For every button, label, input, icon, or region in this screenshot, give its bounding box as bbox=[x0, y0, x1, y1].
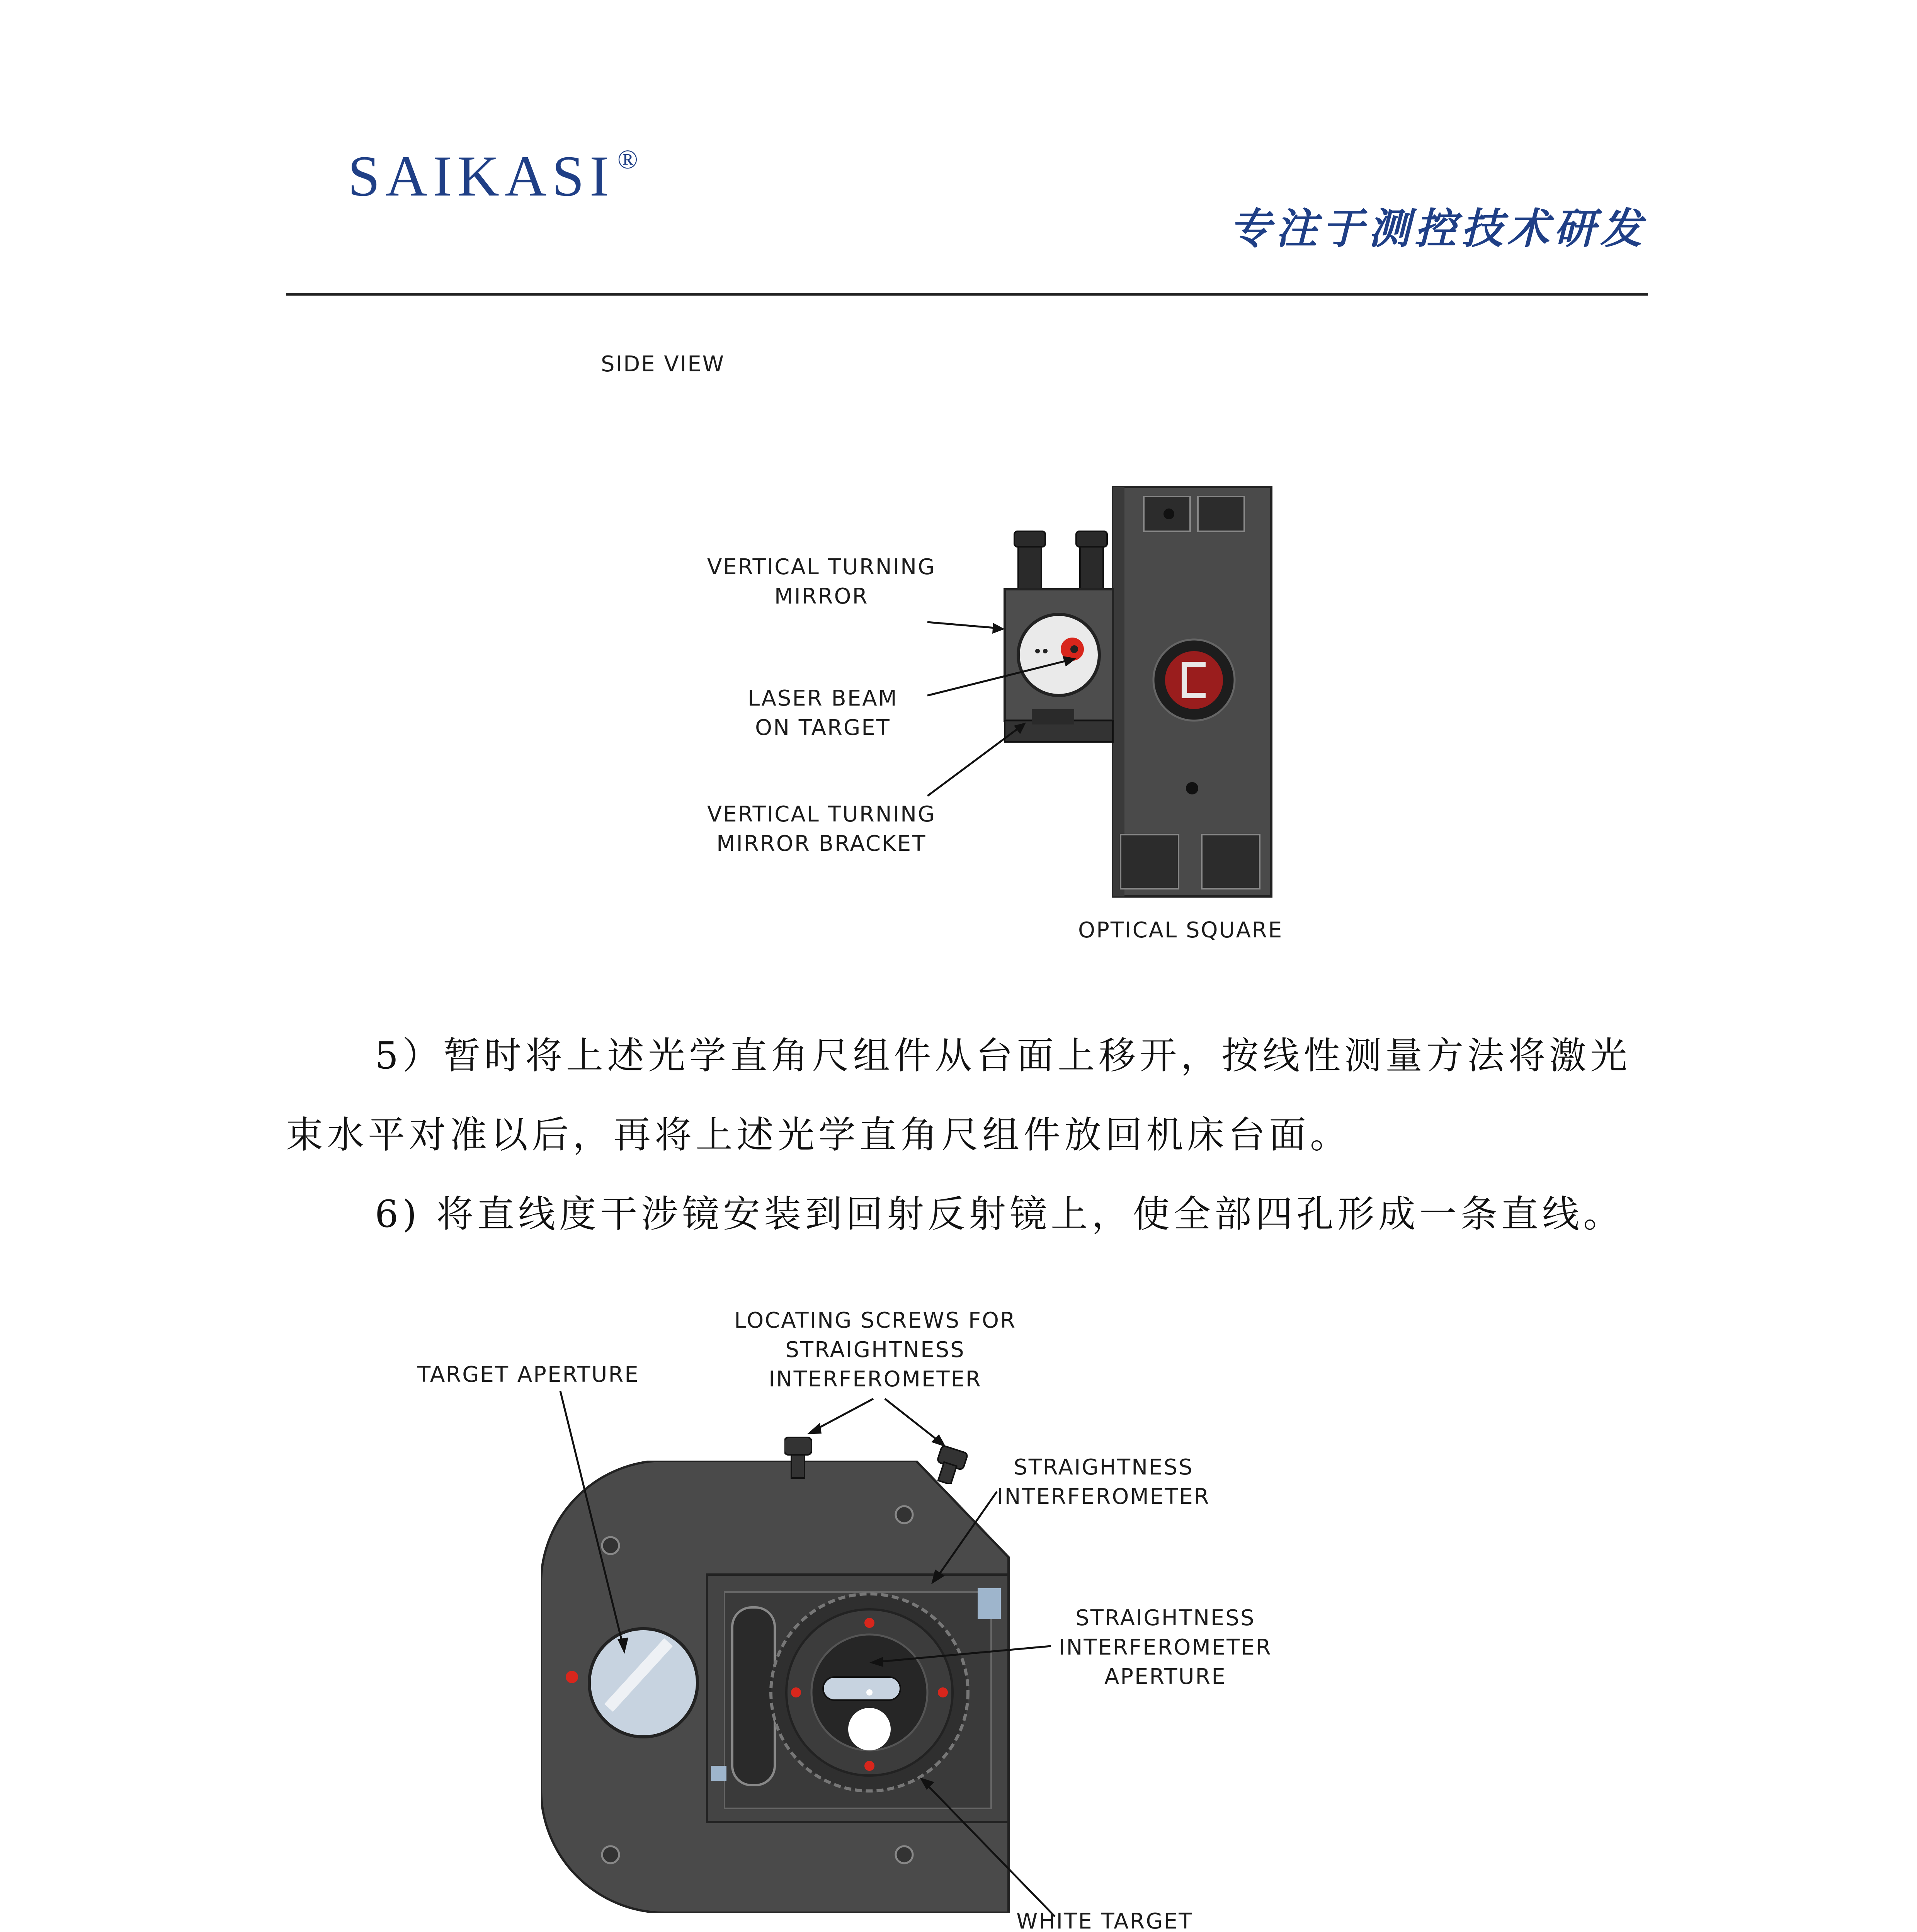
label-locating-screws: LOCATING SCREWS FOR STRAIGHTNESS INTERFEROMETER bbox=[734, 1308, 1017, 1392]
figure1-callouts bbox=[927, 580, 1121, 850]
label-laser-beam: LASER BEAM ON TARGET bbox=[748, 686, 898, 740]
logo-text: SAIKASI bbox=[348, 144, 614, 208]
label-vertical-turning-mirror: VERTICAL TURNING MIRROR bbox=[707, 554, 936, 609]
paragraph-5: 5）暂时将上述光学直角尺组件从台面上移开，按线性测量方法将激光束水平对准以后，再将上述光学直角尺组件放回机床台面。 bbox=[286, 1034, 1631, 1156]
header-divider bbox=[286, 293, 1648, 296]
label-white-target: WHITE TARGET bbox=[1016, 1909, 1193, 1932]
paragraph-block-1 bbox=[286, 1016, 1648, 1254]
paragraph-6: 6) 将直线度干涉镜安装到回射反射镜上，使全部四孔形成一条直线。 bbox=[375, 1192, 1624, 1236]
label-interferometer-aperture: STRAIGHTNESS INTERFEROMETER APERTURE bbox=[1059, 1605, 1272, 1689]
label-mirror-bracket: VERTICAL TURNING MIRROR BRACKET bbox=[707, 802, 936, 856]
label-straightness-interferometer: STRAIGHTNESS INTERFEROMETER bbox=[997, 1455, 1210, 1509]
label-target-aperture: TARGET APERTURE bbox=[417, 1362, 640, 1387]
header-tagline: 专注于测控技术研发 bbox=[1229, 205, 1647, 253]
registered-mark: ® bbox=[617, 145, 638, 175]
brand-logo bbox=[348, 143, 638, 209]
figure1-title: SIDE VIEW bbox=[601, 352, 725, 377]
label-optical-square: OPTICAL SQUARE bbox=[1078, 918, 1283, 943]
